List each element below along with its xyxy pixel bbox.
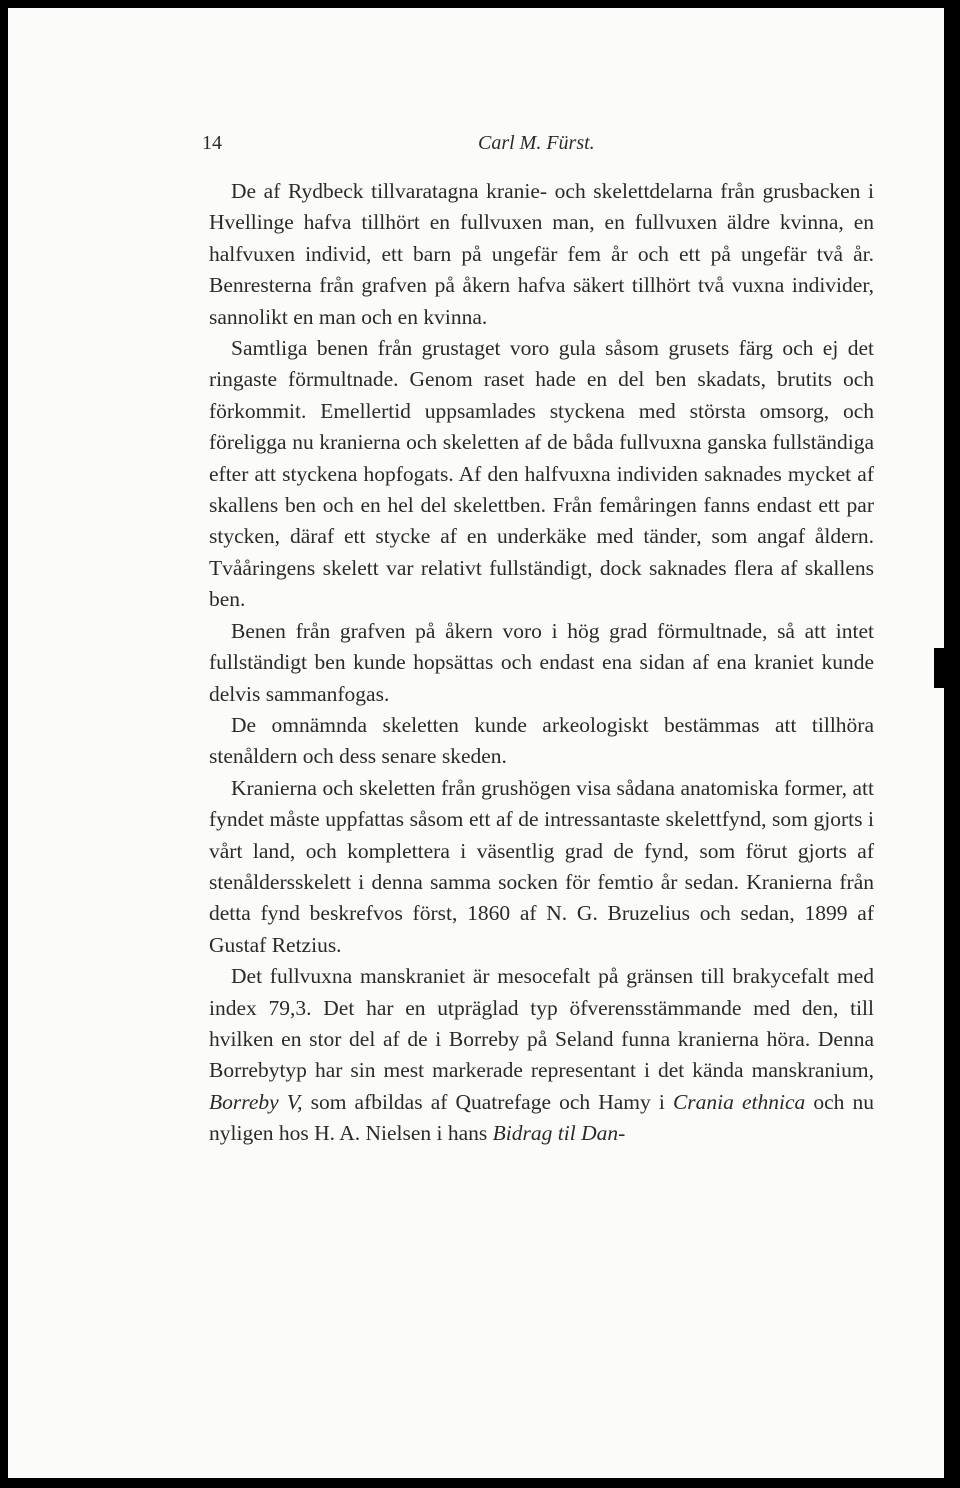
scan-edge-mark <box>934 648 944 688</box>
page-header <box>202 130 874 162</box>
text-run: som afbildas af Quatrefage och Hamy i <box>302 1089 673 1114</box>
paragraph: Kranierna och skeletten från grushögen visa sådana anatomiska former, att fyndet måste uppfattas såsom ett af de intressantaste skelettfynd, som gjorts i vårt land, och komplettera i väsentlig grad de fynd, som förut gjorts af stenåldersskelett i denna samma socken för femtio år sedan. Kranierna från detta fynd beskrefvos först, 1860 af N. G. Bruzelius och sedan, 1899 af Gustaf Retzius. <box>209 775 874 957</box>
paragraph-last <box>209 961 874 1149</box>
paragraph: Benen från grafven på åkern voro i hög grad förmultnade, så att intet fullständigt ben kunde hopsättas och endast ena sidan af ena kraniet kunde delvis sammanfogas. <box>209 618 874 706</box>
document-page <box>8 8 944 1478</box>
italic-run: Borreby V, <box>209 1089 303 1114</box>
text-run: och nu nyligen hos H. A. Nielsen i hans <box>209 1089 874 1146</box>
paragraph: De af Rydbeck tillvaratagna kranie- och skelettdelarna från grusbacken i Hvellinge hafva tillhört en fullvuxen man, en fullvuxen äldre kvinna, en halfvuxen individ, ett barn på ungefär fem år och ett på ungefär två år. Benresterna från grafven på åkern hafva säkert tillhört två vuxna individer, sannolikt en man och en kvinna. <box>209 179 874 329</box>
running-head: Carl M. Fürst. <box>478 132 595 154</box>
italic-run: Bidrag til Dan- <box>492 1121 626 1146</box>
text-run: Det fullvuxna manskraniet är mesocefalt på gränsen till brakycefalt med index 79,3. Det har en utpräglad typ öfverensstämmande med den, till hvilken en stor del af de i Borreby på Seland funna kranierna höra. Denna Borrebytyp har sin mest markerade representant i det kända manskranium, <box>209 964 874 1083</box>
paragraph: De omnämnda skeletten kunde arkeologiskt bestämmas att tillhöra stenåldern och dess senare skeden. <box>209 712 874 769</box>
page-number: 14 <box>202 132 222 154</box>
paragraph: Samtliga benen från grustaget voro gula såsom grusets färg och ej det ringaste förmultnade. Genom raset hade en del ben skadats, brutits och förkommit. Emellertid uppsamlades styckena med största omsorg, och föreligga nu kranierna och skeletten af de båda fullvuxna ganska fullständiga efter att styckena hopfogats. Af den halfvuxna individen saknades mycket af skallens ben och en hel del skelettben. Från femåringen fanns endast ett par stycken, däraf ett stycke af en underkäke med tänder, som angaf åldern. Tvååringens skelett var relativt fullständigt, dock saknades flera af skallens ben. <box>209 336 874 612</box>
body-text <box>209 176 874 1150</box>
italic-run: Crania ethnica <box>672 1089 806 1114</box>
